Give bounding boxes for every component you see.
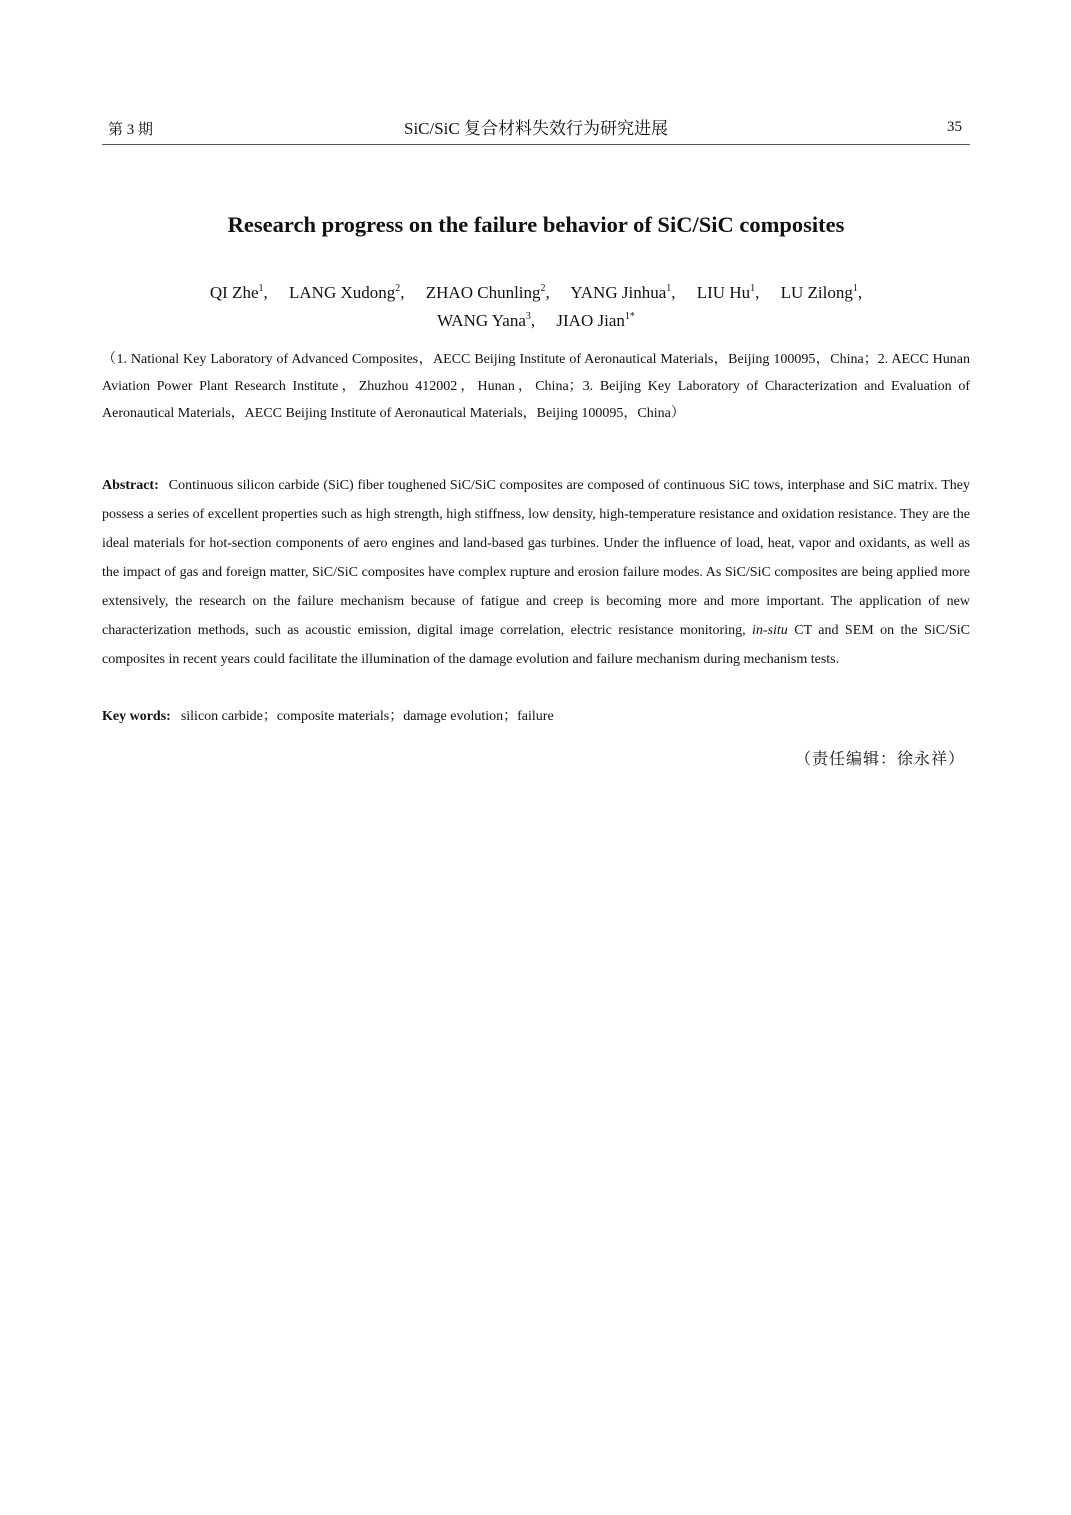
abstract-italic-term: in-situ [752, 623, 788, 638]
author: LU Zilong$^1$ [780, 283, 858, 302]
author-list-line-1: QI Zhe$^1$, LANG Xudong$^2$, ZHAO Chunling$^2$, YANG Jinhua$^1$, LIU Hu$^1$, LU Zilong$^1$, [209, 283, 863, 302]
author: QI Zhe$^1$ [209, 283, 264, 302]
author: ZHAO Chunling$^2$ [425, 283, 546, 302]
running-title: SiC/SiC 复合材料失效行为研究进展 [403, 119, 668, 138]
abstract-label: Abstract: [102, 478, 159, 493]
keywords-label: Key words: [102, 709, 171, 724]
affiliations: （1. National Key Laboratory of Advanced Composites，AECC Beijing Institute of Aeronautical Materials，Beijing 100095，China；2. AECC Hunan Aviation Power Plant Research Institute，Zhuzhou 412002，Hunan，China；3. Beijing Key Laboratory of Characterization and Evaluation of Aeronautical Materials，AECC Beijing Institute of Aeronautical Materials，Beijing 100095，China） [102, 352, 970, 421]
author: LIU Hu$^1$ [696, 283, 756, 302]
author: WANG Yana$^3$ [437, 311, 531, 330]
author: JIAO Jian$^{1*}$ [556, 311, 635, 330]
responsible-editor: （责任编辑：徐永祥） [794, 749, 965, 768]
keywords-text: silicon carbide；composite materials；damage evolution；failure [180, 709, 554, 724]
article-title: Research progress on the failure behavior of SiC/SiC composites [227, 212, 845, 237]
abstract-text: Continuous silicon carbide (SiC) fiber toughened SiC/SiC composites are composed of continuous SiC tows, interphase and SiC matrix. They possess a series of excellent properties such as high strength, high stiffness, low density, high-temperature resistance and oxidation resistance. They are the ideal materials for hot-section components of aero engines and land-based gas turbines. Under the influence of load, heat, vapor and oxidants, as well as the impact of gas and foreign matter, SiC/SiC composites have complex rupture and erosion failure modes. As SiC/SiC composites are being applied more extensively, the research on the failure mechanism because of fatigue and creep is becoming more and more important. The application of new characterization methods, such as acoustic emission, digital image correlation, electric resistance monitoring, [102, 478, 970, 638]
author: YANG Jinhua$^1$ [570, 283, 672, 302]
running-header [102, 112, 970, 145]
author: LANG Xudong$^2$ [289, 283, 401, 302]
author-list-line-2: WANG Yana$^3$, JIAO Jian$^{1*}$ [437, 311, 635, 330]
keywords [102, 705, 970, 729]
issue-number: 第 3 期 [108, 122, 154, 138]
abstract-text-end: CT and SEM on the SiC/SiC composites in recent years could facilitate the illumination of the damage evolution and failure mechanism during mechanism tests. [102, 623, 970, 667]
abstract [102, 471, 970, 674]
page-number: 35 [947, 119, 962, 135]
